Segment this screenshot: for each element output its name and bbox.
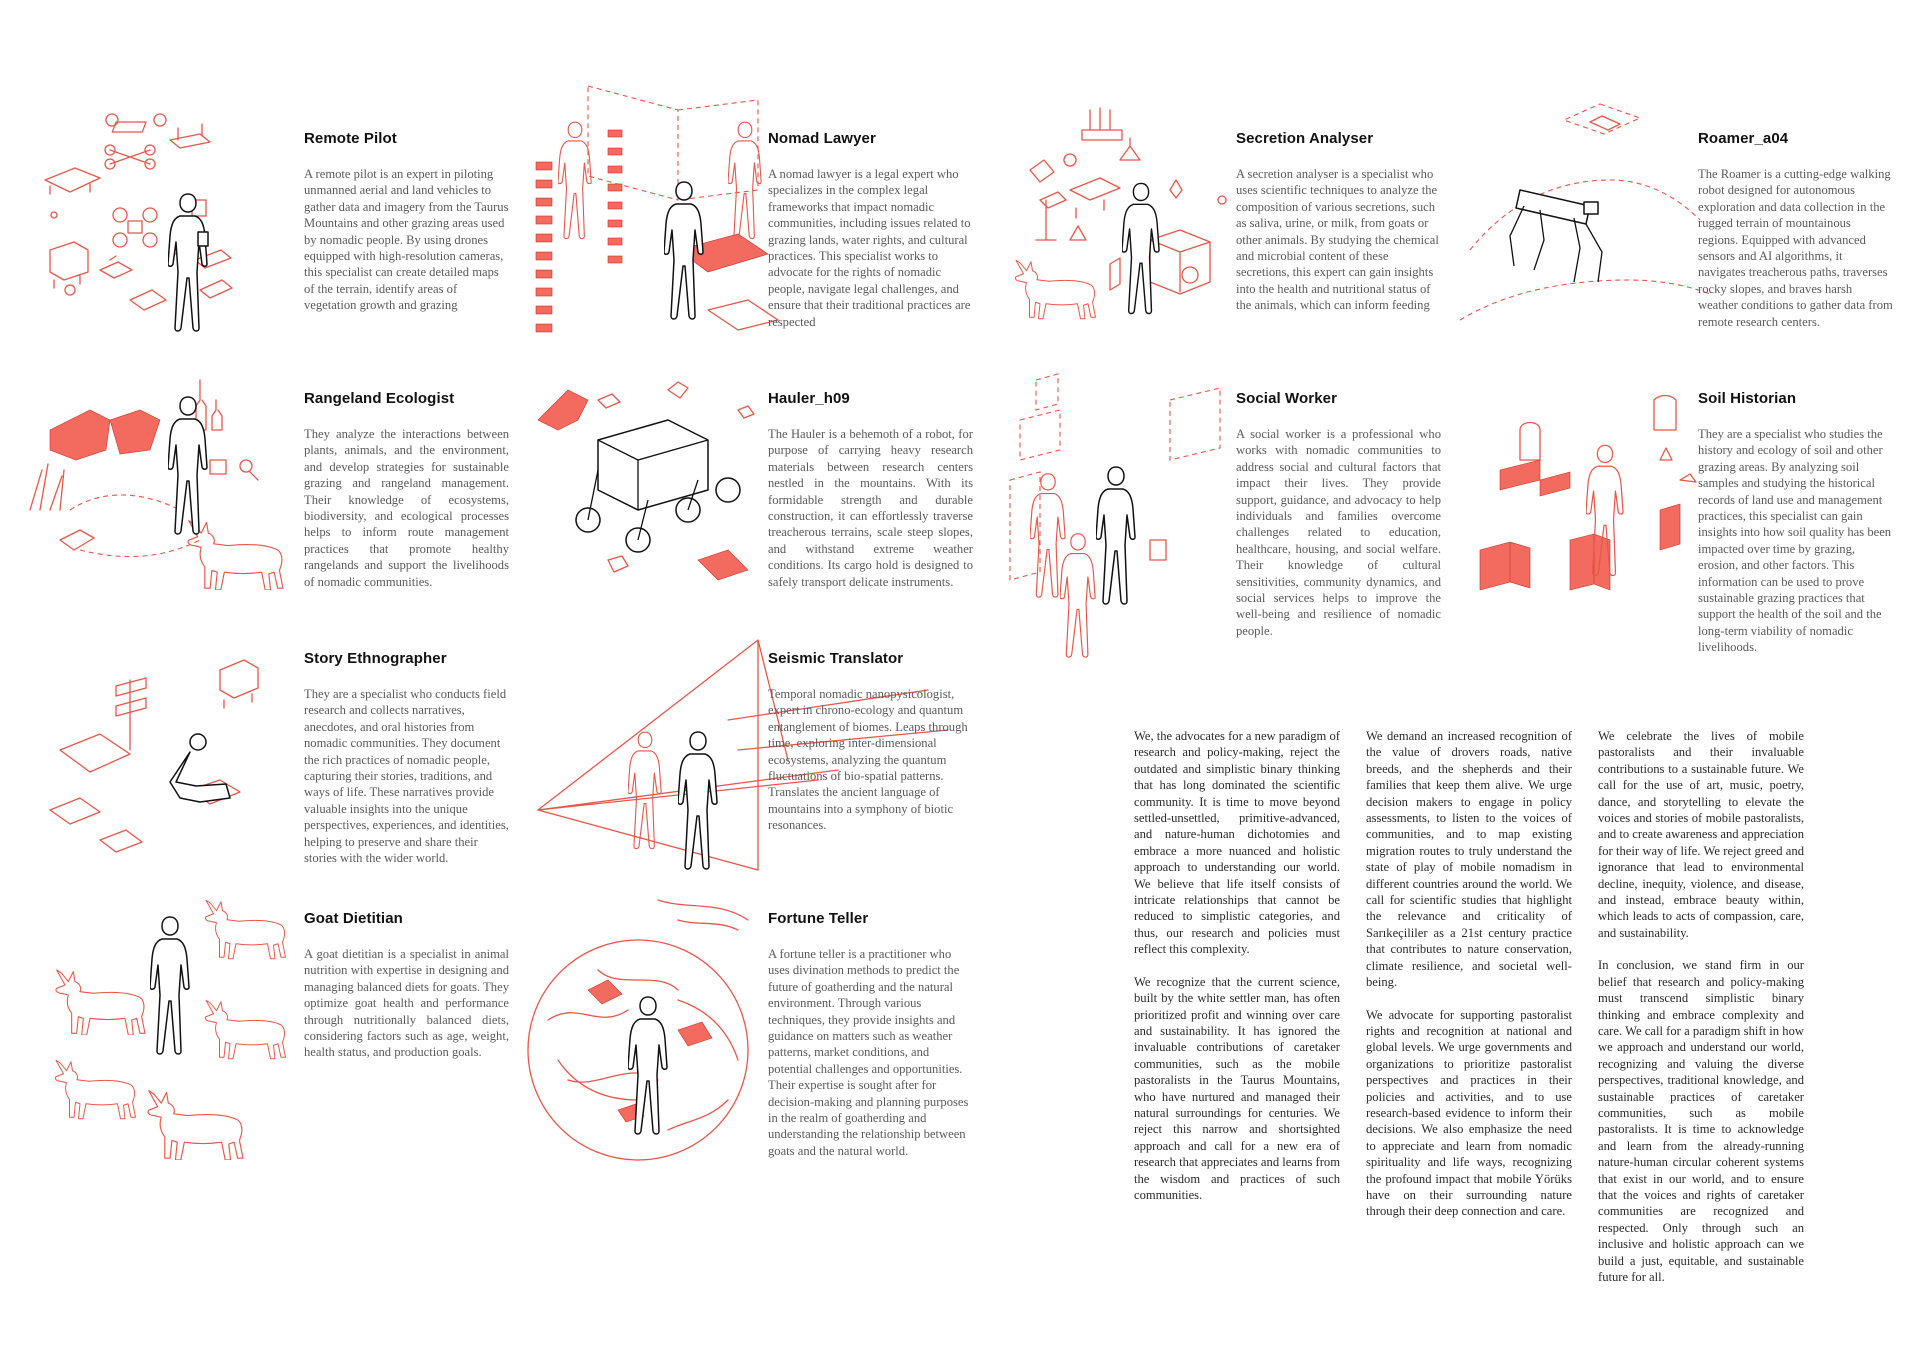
manifesto-paragraph: We celebrate the lives of mobile pastoralists and their invaluable contributions to a sustainable future. We call for the use of art, music, poetry, dance, and storytelling to elevate the voices and stories of mobile pastoralists, and to create awareness and appreciation for their way of life. We reject greed and ignorance that lead to environmental decline, inequity, violence, and disease, and instead, embrace beauty within, which leads to acts of compassion, care, and sustainability. [1598,729,1804,940]
card-description: Temporal nomadic nanopysicologist, expert in chrono-ecology and quantum entanglement of biomes. Leaps through time, exploring inter-dimensional ecosystems, analyzing the quantum fluctuations of bio-spatial patterns. Translates the ancient language of mountains into a symphony of biotic resonances. [768,687,968,833]
goat-dietitian-illustration [20,880,300,1180]
card-description: A social worker is a professional who works with nomadic communities to address social and cultural factors that impact their lives. They provide support, guidance, and advocacy to help individuals and families overcome challenges related to education, healthcare, housing, and social welfare. Their knowledge of cultural sensitivities, community dynamics, and social services helps to improve the well-being and resilience of nomadic people. [1236,427,1441,638]
bottle-icon [1170,180,1182,198]
card-description: A fortune teller is a practitioner who uses divination methods to predict the future of goatherding and the natural environment. Through various techniques, they provide insights and guidance on matters such as weather patterns, market conditions, and potential challenges and opportunities. Their expertise is sought after for decision-making and planning purposes in the realm of goatherding and understanding the relationship between goats and the natural world. [768,947,969,1158]
card-title: Fortune Teller [768,910,869,927]
tablet-icon [130,290,166,310]
card-remote-pilot [20,100,520,360]
tube-rack-icon [1082,130,1122,140]
card-title: Seismic Translator [768,650,904,667]
fortune-teller-illustration [528,880,778,1180]
card-title: Goat Dietitian [304,910,403,927]
ethnographer-figure [170,734,230,802]
scissors-icon [1040,192,1066,208]
card-fortune-teller [528,880,998,1180]
card-seismic-translator [528,620,998,890]
card-description: A nomad lawyer is a legal expert who specializes in the complex legal frameworks that impact nomadic communities, including issues related to grazing lands, water rights, and cultural practices. This specialist works to advocate for the rights of nomadic people, navigate legal challenges, and ensure that their traditional practices are respected [768,167,971,329]
soil-sample-icon [1500,460,1540,490]
social-worker-illustration [1000,360,1240,660]
signpost-icon [116,678,146,750]
person-outline [558,122,591,238]
goat-outline [188,521,283,590]
roamer-illustration [1440,90,1700,360]
terrain-path [1460,180,1710,320]
card-title: Rangeland Ecologist [304,390,455,407]
rock-fragment [538,390,588,430]
bottle-icon [212,400,222,430]
card-secretion-analyser [1000,90,1460,360]
dashed-panel [1170,388,1220,460]
person-outline [1030,474,1065,597]
manifesto-paragraph: In conclusion, we stand firm in our belief that research and policy-making must transcend simplistic binary thinking and embrace complexity and care. We call for a paradigm shift in how we approach and understand our world, recognizing and valuing the diverse perspectives, traditional knowledge, and sustainable practices of caretaker communities, such as mobile pastoralists. It is time to acknowledge and learn from the already-running nature-human circular coherent systems that exist in our world, and to ensure that the voices and rights of caretaker communities are recognized and respected. Only through such an inclusive and holistic approach can we build a just, equitable, and sustainable future for all. [1598,958,1804,1284]
card-title: Hauler_h09 [768,390,850,407]
secretion-analyser-illustration [1000,90,1240,360]
translator-figure [678,732,717,869]
vegetation-patch [50,410,110,460]
dashed-route [80,540,200,557]
box-icon [210,460,226,474]
soil-block-icon [1570,534,1610,590]
ecologist-figure [168,397,207,534]
card-soil-historian [1440,360,1910,660]
lawyer-figure [664,182,703,319]
manifesto-paragraph: We demand an increased recognition of the value of drovers roads, native breeds, and the shepherds and their families that keep them alive. We urge decision makers to engage in policy assessments, to listen to the voices of communities, and to map existing migration routes to truly understand the state of play of mobile nomadism in different countries around the world. We call for scientific studies that highlight the relevance and criticality of Sarıkeçililer as a 21st century practice that contributes to nature conservation, climate resilience, and societal well-being. [1366,729,1572,990]
card-title: Nomad Lawyer [768,130,876,147]
card-title: Roamer_a04 [1698,130,1789,147]
swirl-lines [658,900,748,930]
scale-icon [1070,178,1120,218]
laptop-icon [198,232,208,246]
rangeland-ecologist-illustration [20,360,300,620]
rock-fragment [738,406,754,418]
card-nomad-lawyer [528,80,998,370]
dish-icon [1064,154,1076,166]
card-description: They are a specialist who studies the history and ecology of soil and other grazing areas. By analyzing soil samples and studying the historical records of land use and management practices, this specialist can gain insights into how soil quality has been impacted over time by grazing, erosion, and other factors. This information can be used to prove sustainable grazing practices that support the health of the soil and the long-term viability of nomadic livelihoods. [1698,427,1892,655]
document-stack-icon [536,162,552,332]
rock-icon [60,530,94,550]
dashed-panel [1036,374,1058,410]
flask-icon [1660,448,1696,482]
manifesto-paragraph: We, the advocates for a new paradigm of research and policy-making, reject the outdated and simplistic binary thinking that has long dominated the scientific community. It is time to move beyond settled-unsettled, primitive-advanced, and nature-human dichotomies and embrace a more nuanced and holistic approach to understanding our world. We believe that life itself consists of intricate relationships that cannot be reduced to simplistic categories, and thus, our research and policies must reflect this complexity. [1134,729,1340,957]
card-hauler [528,360,998,620]
card-description: They are a specialist who conducts field research and collects narratives, anecdotes, and oral histories from nomadic communities. They document the rich practices of nomadic people, capturing their stories, traditions, and ways of life. These narratives provide valuable insights into the unique perspectives, experiences, and identities, helping to preserve and share their stories with the wider world. [304,687,509,866]
dashed-panel [1564,104,1640,134]
notebook-icon [100,830,142,852]
dietitian-figure [150,917,189,1054]
dashed-frame [588,86,758,200]
manifesto-paragraph: We recognize that the current science, built by the white settler man, has often prioritized profit and winning over care and sustainability. It has ignored the invaluable contributions of caretaker communities, such as the mobile pastoralists in the Taurus Mountains, who have nurtured and managed their natural surroundings for centuries. We reject this narrow and shortsighted approach and call for a new era of research that appreciates and learns from the wisdom and practices of such communities. [1134,974,1340,1202]
card-description: A goat dietitian is a specialist in animal nutrition with expertise in designing and managing balanced diets for goats. They optimize goat health and performance through nutritionally balanced diets, considering factors such as age, weight, health status, and production goals. [304,947,509,1060]
hauler-robot-icon [576,420,740,552]
social-worker-figure [1096,467,1135,604]
goat-outline [56,970,145,1035]
card-story-ethnographer [20,620,520,890]
centrifuge-dial-icon [1182,267,1198,283]
card-title: Story Ethnographer [304,650,447,667]
dashed-panel [1020,410,1060,460]
rock-fragment [698,550,748,580]
drone-icon [170,124,210,148]
sample-icon [1218,196,1226,204]
robot-top-icon [1590,116,1620,130]
rover-icon [45,168,100,194]
map-sheet-icon [60,734,130,772]
card-description: They analyze the interactions between plants, animals, and the environment, and develop strategies for sustainable grazing and rangeland management. Their knowledge of ecosystems, biodiversity, and ecological processes helps to inform route management practices that promote healthy rangelands and support the livelihoods of nomadic communities. [304,427,509,589]
rock-fragment [608,556,628,572]
person-outline [1060,534,1095,657]
rover-icon [220,660,258,708]
vegetation-patch [110,410,160,454]
box-icon [1150,540,1166,560]
goat-outline [1015,260,1095,319]
goat-outline [148,1091,243,1160]
document-stack-icon [608,130,622,263]
walking-robot-icon [1510,190,1602,282]
grass-icon [30,464,64,510]
microscope-icon [1110,258,1120,290]
card-description: The Roamer is a cutting-edge walking robot designed for autonomous exploration and data collection in the rugged terrain of mountainous regions. Equipped with advanced sensors and AI algorithms, it navigates treacherous paths, traverses rocky slopes, and braves harsh weather conditions to gather data from remote research centers. [1698,167,1893,329]
card-description: The Hauler is a behemoth of a robot, for purpose of carrying heavy research materials between research centers nestled in the mountains. With its formidable strength and durable construction, it can effortlessly traverse treacherous terrains, scale steep slopes, and withstand extreme weather conditions. Its cargo hold is designed to safely transport delicate instruments. [768,427,973,589]
sampler-icon [1520,423,1540,461]
soil-historian-illustration [1440,360,1700,660]
card-title: Soil Historian [1698,390,1797,407]
magnifier-icon [240,460,252,472]
manifesto-column-2 [1366,728,1572,1236]
flask-icon [1070,226,1086,240]
pilot-figure [168,194,207,331]
card-goat-dietitian [20,880,520,1180]
soil-block-icon [1480,542,1530,590]
card-roamer [1440,90,1910,360]
story-ethnographer-illustration [20,620,300,890]
soil-block-icon [1660,504,1680,550]
manifesto-column-1 [1134,728,1340,1219]
manifesto-paragraph: We advocate for supporting pastoralist rights and recognition at national and global levels. We urge governments and organizations to prioritize pastoralist perspectives and practices in their policies and activities, and to use research-based evidence to inform their decisions. We also emphasize the need to appreciate and learn from nomadic spirituality and life ways, recognizing the profound impact that mobile Yörüks have on their surrounding nature through their deep connection and care. [1366,1007,1572,1219]
goat-outline [55,1060,135,1119]
tool-icon [1030,160,1054,182]
card-social-worker [1000,360,1460,660]
rock-fragment [598,394,620,408]
test-tube-icon [1090,108,1110,130]
card-title: Social Worker [1236,390,1338,407]
controller-icon [100,256,132,278]
dashed-route [70,495,180,510]
card-description: A remote pilot is an expert in piloting unmanned aerial and land vehicles to gather data and imagery from the Taurus Mountains and other grazing areas used by nomadic people. By using drones equipped with high-resolution cameras, this specialist can create detailed maps of the terrain, identify areas of vegetation growth and grazing [304,167,509,313]
soil-sample-icon [1540,472,1570,496]
person-outline [728,122,761,238]
rock-fragment [668,382,688,398]
goat-outline [205,1000,285,1059]
card-title: Secretion Analyser [1236,130,1374,147]
funnel-icon [1120,138,1140,160]
goat-outline [205,900,285,959]
hauler-illustration [528,360,778,620]
card-description: A secretion analyser is a specialist who uses scientific techniques to analyze the composition of various secretions, such as saliva, urine, or milk, from goats or other animals. By studying the chemical and microbial content of these secretions, this expert can gain insights into the health and nutritional status of the animals, which can inform feeding [1236,167,1439,313]
remote-pilot-illustration [20,100,300,360]
analyser-figure [1122,183,1159,313]
person-outline [628,732,661,848]
notebook-icon [50,798,100,824]
jar-icon [1654,396,1676,431]
card-title: Remote Pilot [304,130,397,147]
drone-ring-icon [113,208,157,247]
card-rangeland-ecologist [20,360,520,620]
manifesto-column-3 [1598,728,1804,1301]
drone-icon [106,114,166,132]
drone-quad-icon [105,145,155,169]
nomad-lawyer-illustration [528,80,778,370]
ground-robot-icon [50,242,88,288]
